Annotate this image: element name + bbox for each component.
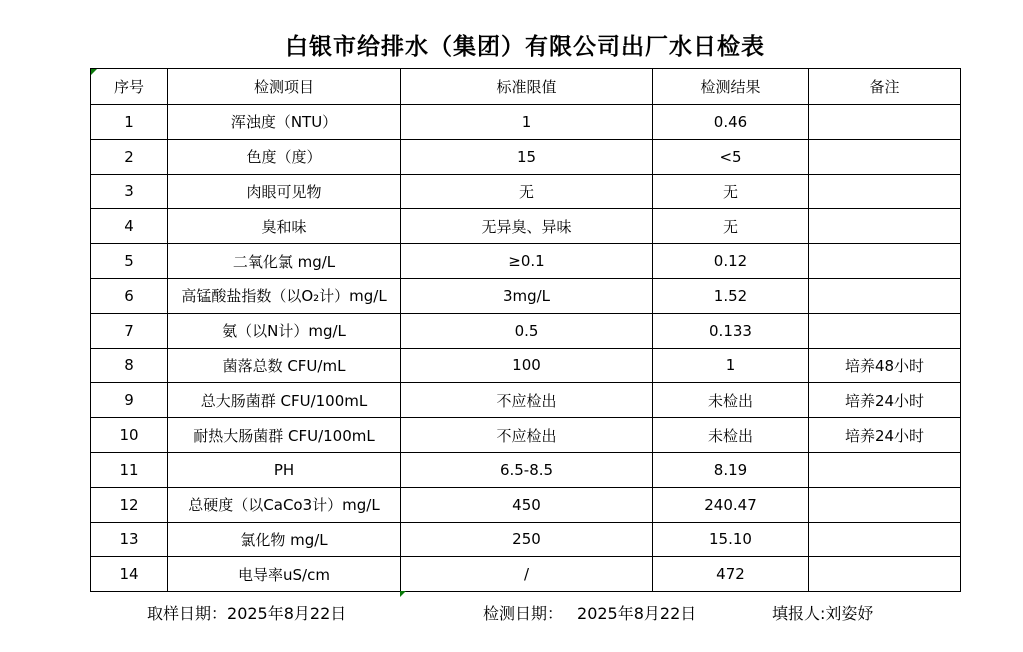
cell-result: <5 <box>653 139 809 174</box>
cell-seq: 6 <box>91 278 168 313</box>
header-item: 检测项目 <box>168 69 401 105</box>
cell-remark: 培养24小时 <box>809 383 961 418</box>
test-date-label: 检测日期： <box>483 604 564 623</box>
cell-remark <box>809 139 961 174</box>
cell-error-marker-icon <box>400 591 406 597</box>
cell-limit: 无异臭、异味 <box>401 209 653 244</box>
cell-result: 8.19 <box>653 452 809 487</box>
test-date-value: 2025年8月22日 <box>577 604 697 623</box>
cell-result: 0.46 <box>653 105 809 140</box>
sample-date <box>147 601 346 624</box>
table-row <box>91 209 961 244</box>
reporter <box>772 601 873 624</box>
cell-limit: 3mg/L <box>401 278 653 313</box>
header-result: 检测结果 <box>653 69 809 105</box>
cell-item: 二氧化氯 mg/L <box>168 244 401 279</box>
cell-item: 浑浊度（NTU） <box>168 105 401 140</box>
cell-result: 1.52 <box>653 278 809 313</box>
table-row <box>91 418 961 453</box>
sample-date-label: 取样日期： <box>147 604 228 623</box>
cell-seq: 11 <box>91 452 168 487</box>
inspection-table <box>90 68 961 592</box>
cell-seq: 3 <box>91 174 168 209</box>
cell-result: 15.10 <box>653 522 809 557</box>
header-row <box>91 69 961 105</box>
cell-item: 氨（以N计）mg/L <box>168 313 401 348</box>
cell-seq: 10 <box>91 418 168 453</box>
cell-item: 色度（度） <box>168 139 401 174</box>
cell-remark <box>809 105 961 140</box>
table-row <box>91 244 961 279</box>
table-row <box>91 557 961 592</box>
cell-result: 未检出 <box>653 418 809 453</box>
cell-item: 菌落总数 CFU/mL <box>168 348 401 383</box>
cell-remark <box>809 209 961 244</box>
cell-limit: 1 <box>401 105 653 140</box>
cell-item: 总硬度（以CaCo3计）mg/L <box>168 487 401 522</box>
cell-seq: 9 <box>91 383 168 418</box>
cell-remark: 培养24小时 <box>809 418 961 453</box>
table-row <box>91 174 961 209</box>
cell-limit: / <box>401 557 653 592</box>
cell-seq: 5 <box>91 244 168 279</box>
test-date <box>483 601 696 624</box>
table-row <box>91 487 961 522</box>
cell-limit: 0.5 <box>401 313 653 348</box>
table-row <box>91 348 961 383</box>
cell-result: 0.12 <box>653 244 809 279</box>
cell-seq: 14 <box>91 557 168 592</box>
cell-limit: 450 <box>401 487 653 522</box>
cell-seq: 1 <box>91 105 168 140</box>
cell-result: 无 <box>653 209 809 244</box>
page-title: 白银市给排水（集团）有限公司出厂水日检表 <box>285 34 765 60</box>
cell-limit: 100 <box>401 348 653 383</box>
header-limit: 标准限值 <box>401 69 653 105</box>
cell-item: 肉眼可见物 <box>168 174 401 209</box>
cell-error-marker-icon <box>91 69 97 75</box>
reporter-label: 填报人: <box>772 604 826 623</box>
cell-remark <box>809 278 961 313</box>
cell-remark <box>809 174 961 209</box>
cell-result: 无 <box>653 174 809 209</box>
cell-limit: 无 <box>401 174 653 209</box>
header-remark: 备注 <box>809 69 961 105</box>
table-row <box>91 139 961 174</box>
cell-remark <box>809 452 961 487</box>
cell-item: 电导率uS/cm <box>168 557 401 592</box>
cell-item: 高锰酸盐指数（以O₂计）mg/L <box>168 278 401 313</box>
cell-seq: 4 <box>91 209 168 244</box>
table-row <box>91 522 961 557</box>
cell-limit: 15 <box>401 139 653 174</box>
cell-seq: 8 <box>91 348 168 383</box>
cell-item: 氯化物 mg/L <box>168 522 401 557</box>
cell-remark <box>809 522 961 557</box>
cell-remark <box>809 313 961 348</box>
cell-limit: 250 <box>401 522 653 557</box>
cell-result: 1 <box>653 348 809 383</box>
cell-result: 未检出 <box>653 383 809 418</box>
cell-item: 臭和味 <box>168 209 401 244</box>
cell-item: PH <box>168 452 401 487</box>
cell-remark <box>809 244 961 279</box>
cell-remark: 培养48小时 <box>809 348 961 383</box>
cell-item: 总大肠菌群 CFU/100mL <box>168 383 401 418</box>
cell-seq: 12 <box>91 487 168 522</box>
cell-result: 0.133 <box>653 313 809 348</box>
cell-seq: 7 <box>91 313 168 348</box>
table-row <box>91 452 961 487</box>
header-seq: 序号 <box>91 69 168 105</box>
cell-limit: 不应检出 <box>401 418 653 453</box>
table-row <box>91 383 961 418</box>
cell-seq: 2 <box>91 139 168 174</box>
cell-limit: 不应检出 <box>401 383 653 418</box>
table-row <box>91 313 961 348</box>
table-row <box>91 278 961 313</box>
table-row <box>91 105 961 140</box>
cell-result: 240.47 <box>653 487 809 522</box>
sample-date-value: 2025年8月22日 <box>227 604 347 623</box>
cell-remark <box>809 557 961 592</box>
cell-result: 472 <box>653 557 809 592</box>
cell-seq: 13 <box>91 522 168 557</box>
cell-limit: ≥0.1 <box>401 244 653 279</box>
cell-limit: 6.5-8.5 <box>401 452 653 487</box>
cell-remark <box>809 487 961 522</box>
reporter-name: 刘姿妤 <box>825 604 874 623</box>
cell-item: 耐热大肠菌群 CFU/100mL <box>168 418 401 453</box>
